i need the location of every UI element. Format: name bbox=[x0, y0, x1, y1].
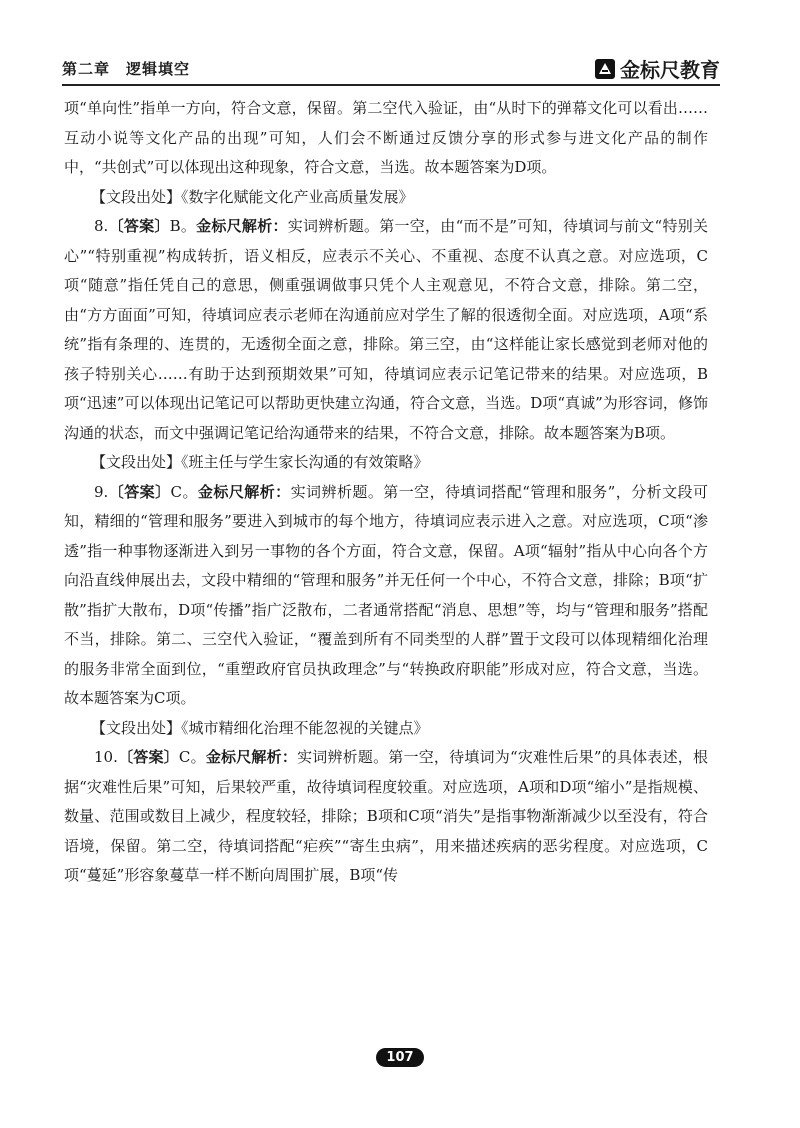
answer-block-9 bbox=[64, 478, 708, 714]
analysis-text: 实词辨析题。第一空，由“而不是”可知，待填词与前文“特别关心”“特别重视”构成转折，语义相反，应表示不关心、不重视、态度不认真之意。对应选项，C项“随意”指任凭自己的意思，侧重强调做事只凭个人主观意见，不符合文意，排除。第二空，由“方方面面”可知，待填词应表示老师在沟通前应对学生了解的很透彻全面。对应选项，A项“系统”指有条理的、连贯的，无透彻全面之意，排除。第三空，由“这样能让家长感觉到老师对他的孩子特别关心……有助于达到预期效果”可知，待填词应表示记笔记带来的结果。对应选项，B项“迅速”可以体现出记笔记可以帮助更快建立沟通，符合文意，当选。D项“真诚”为形容词，修饰沟通的状态，而文中强调记笔记给沟通带来的结果，不符合文意，排除。故本题答案为B项。 bbox=[64, 217, 708, 442]
analysis-label: 金标尺解析： bbox=[197, 482, 291, 501]
header-divider bbox=[62, 84, 720, 86]
answer-label: 〔答案〕 bbox=[108, 217, 170, 235]
source-note: 【文段出处】《数字化赋能文化产业高质量发展》 bbox=[91, 187, 414, 206]
answer-value: C。 bbox=[170, 482, 198, 501]
analysis-text: 实词辨析题。第一空，待填词搭配“管理和服务”，分析文段可知，精细的“管理和服务”要进入到城市的每个地方，待填词应表示进入之意。对应选项，C项“渗透”指一种事物逐渐进入到另一事物的各个方面，符合文意，保留。A项“辐射”指从中心向各个方向沿直线伸展出去，文段中精细的“管理和服务”并无任何一个中心，不符合文意，排除；B项“扩散”指扩大散布，D项“传播”指广泛散布，二者通常搭配“消息、思想”等，均与“管理和服务”搭配不当，排除。第二、三空代入验证，“覆盖到所有不同类型的人群”置于文段可以体现精细化治理的服务非常全面到位，“重塑政府官员执政理念”与“转换政府职能”形成对应，符合文意，当选。故本题答案为C项。 bbox=[64, 482, 708, 707]
source-note: 【文段出处】《班主任与学生家长沟通的有效策略》 bbox=[91, 453, 429, 471]
question-number: 9. bbox=[94, 482, 109, 501]
question-number: 8. bbox=[94, 217, 109, 235]
answer-block-8 bbox=[64, 212, 708, 448]
answer-label: 〔答案〕 bbox=[108, 482, 171, 501]
analysis-label: 金标尺解析： bbox=[205, 748, 298, 766]
answer-value: B。 bbox=[169, 217, 197, 235]
answer-label: 〔答案〕 bbox=[117, 748, 179, 766]
brand-logo bbox=[594, 54, 720, 83]
source-note: 【文段出处】《城市精细化治理不能忽视的关键点》 bbox=[91, 718, 429, 737]
page-content bbox=[64, 94, 708, 891]
answer-value: C。 bbox=[178, 748, 206, 766]
question-number: 10. bbox=[94, 748, 118, 766]
page-header bbox=[62, 56, 720, 84]
analysis-label: 金标尺解析： bbox=[196, 217, 288, 235]
chapter-title: 第二章 逻辑填空 bbox=[62, 60, 191, 78]
page-number-badge: 107 bbox=[376, 1048, 423, 1067]
analysis-text: 实词辨析题。第一空，待填词为“灾难性后果”的具体表述，根据“灾难性后果”可知，后果较严重，故待填词程度较重。对应选项，A项和D项“缩小”是指规模、数量、范围或数目上减少，程度较轻，排除；B项和C项“消失”是指事物渐渐减少以至没有，符合语境，保留。第二空，待填词搭配“疟疾”“寄生虫病”，用来描述疾病的恶劣程度。对应选项，C项“蔓延”形容象蔓草一样不断向周围扩展，B项“传 bbox=[64, 748, 708, 884]
answer-block-10 bbox=[64, 743, 708, 891]
brand-emblem-icon bbox=[594, 58, 616, 80]
brand-name: 金标尺教育 bbox=[620, 58, 720, 82]
page-number bbox=[0, 1048, 800, 1067]
paragraph-continued: 项“单向性”指单一方向，符合文意，保留。第二空代入验证，由“从时下的弹幕文化可以看出……互动小说等文化产品的出现”可知，人们会不断通过反馈分享的形式参与进文化产品的制作中，“共创式”可以体现出这种现象，符合文意，当选。故本题答案为D项。 bbox=[64, 99, 708, 176]
